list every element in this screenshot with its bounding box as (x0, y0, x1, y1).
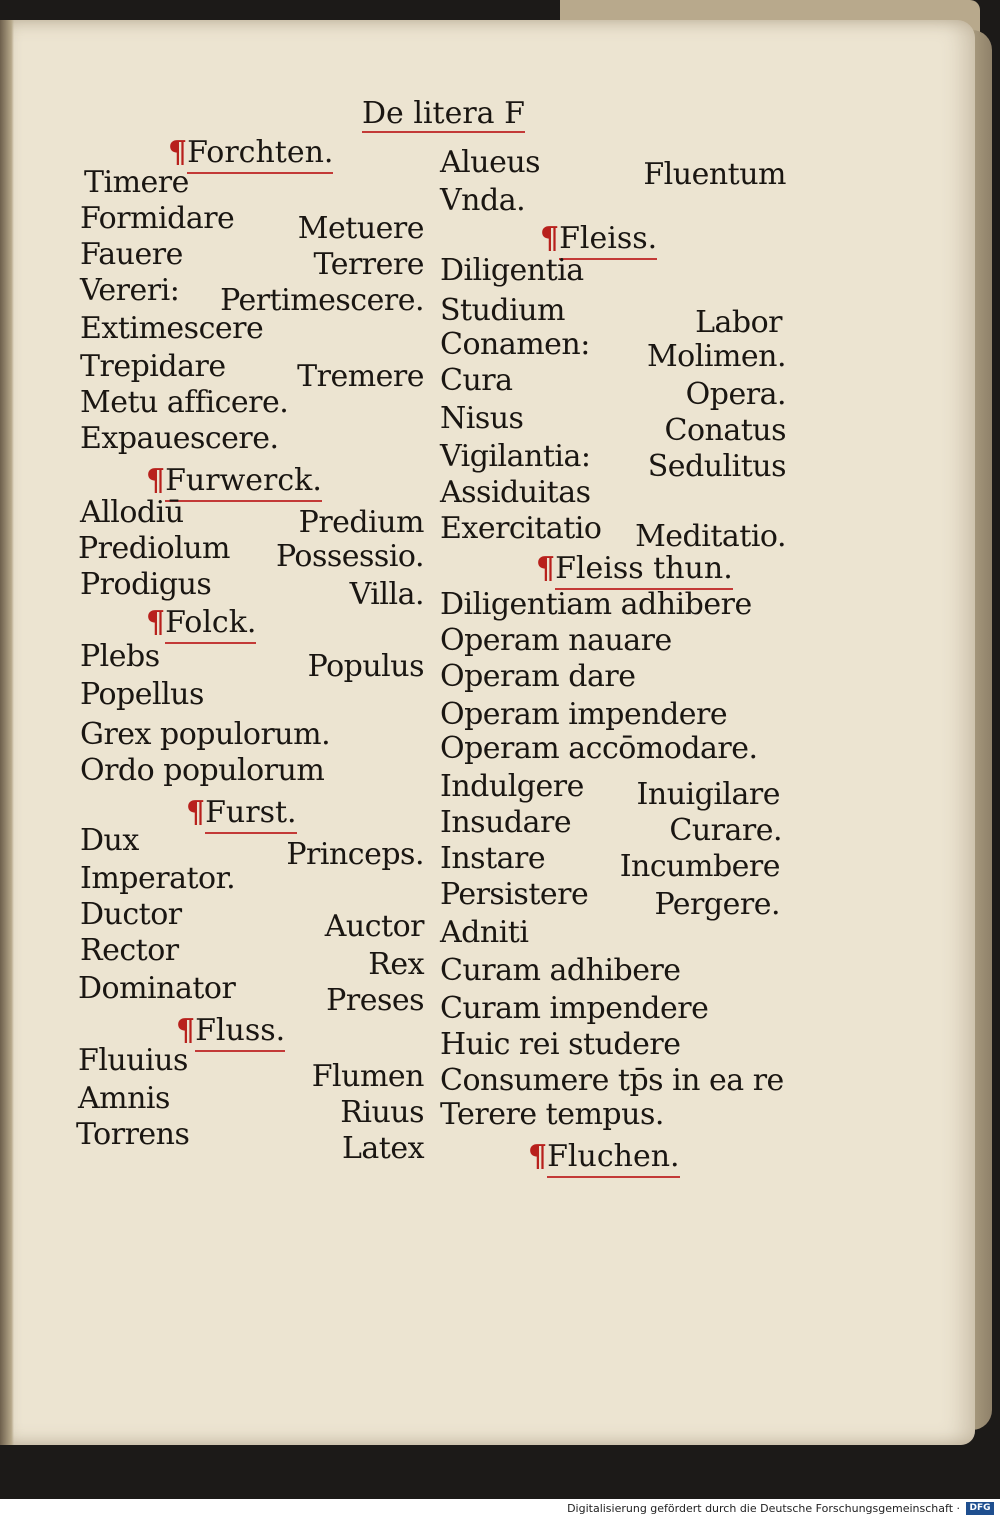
word: Operam nauare (440, 623, 672, 658)
dfg-logo: DFG (966, 1502, 994, 1515)
word: Allodiū (80, 495, 184, 530)
word: Latex (341, 1131, 424, 1166)
word: Studium (440, 293, 565, 328)
word: Molimen. (646, 339, 786, 374)
word: Pertimescere. (220, 283, 424, 318)
word: Ductor (80, 897, 182, 932)
scan-background (0, 1445, 1000, 1500)
heading-fleiss: ¶Fleiss. (540, 224, 657, 254)
page-title: De litera F (362, 96, 525, 131)
word: Fluentum (643, 157, 786, 192)
word: Plebs (80, 639, 160, 674)
word: Villa. (349, 577, 424, 612)
pilcrow-icon: ¶ (176, 1013, 196, 1048)
word: Vereri: (80, 273, 180, 308)
word: Adniti (440, 915, 529, 950)
word: Trepidare (80, 349, 226, 384)
word: Sedulitus (647, 449, 786, 484)
word: Popellus (80, 677, 204, 712)
heading-furwerck: ¶Furwerck. (146, 466, 322, 496)
pilcrow-icon: ¶ (540, 221, 560, 256)
word: Dominator (78, 971, 236, 1006)
heading-folck: ¶Folck. (146, 608, 256, 638)
word: Prediolum (78, 531, 231, 566)
word: Vigilantia: (440, 439, 591, 474)
pilcrow-icon: ¶ (536, 551, 556, 586)
word: Predium (298, 505, 424, 540)
heading-fluchen: ¶Fluchen. (528, 1142, 680, 1172)
word: Fauere (80, 237, 183, 272)
word: Formidare (80, 201, 235, 236)
word: Instare (440, 841, 546, 876)
pilcrow-icon: ¶ (146, 463, 166, 498)
word: Princeps. (286, 837, 424, 872)
digitization-credit: Digitalisierung gefördert durch die Deutsche Forschungsgemeinschaft · (567, 1502, 960, 1515)
word: Assiduitas (440, 475, 591, 510)
word: Imperator. (80, 861, 236, 896)
word: Meditatio. (635, 519, 786, 554)
word: Prodigus (80, 567, 212, 602)
word: Grex populorum. (80, 717, 331, 752)
word: Nisus (440, 401, 524, 436)
word: Possessio. (275, 539, 424, 574)
pilcrow-icon: ¶ (528, 1139, 548, 1174)
word: Terere tempus. (440, 1097, 664, 1132)
word: Alueus (440, 145, 541, 180)
word: Operam impendere (440, 697, 728, 732)
word: Opera. (685, 377, 786, 412)
word: Ordo populorum (80, 753, 325, 788)
word: Rector (80, 933, 179, 968)
heading-fleiss-thun: ¶Fleiss thun. (536, 554, 733, 584)
word: Fluuius (78, 1043, 188, 1078)
word: Metuere (297, 211, 424, 246)
word: Incumbere (619, 849, 780, 884)
word: Exercitatio (440, 511, 602, 546)
word: Persistere (440, 877, 589, 912)
word: Labor (695, 305, 782, 340)
word: Metu afficere. (80, 385, 289, 420)
word: Preses (326, 983, 424, 1018)
word: Extimescere (80, 311, 264, 346)
word: Populus (307, 649, 424, 684)
word: Dux (80, 823, 139, 858)
word: Flumen (311, 1059, 424, 1094)
heading-forchten: ¶Forchten. (168, 138, 333, 168)
heading-furst: ¶Furst. (186, 798, 297, 828)
word: Curam impendere (440, 991, 709, 1026)
word: Indulgere (440, 769, 584, 804)
word: Conatus (664, 413, 786, 448)
word: Diligentia (440, 253, 584, 288)
word: Insudare (440, 805, 572, 840)
word: Tremere (297, 359, 424, 394)
word: Pergere. (654, 887, 780, 922)
word: Riuus (340, 1095, 424, 1130)
word: Curare. (669, 813, 782, 848)
word: Amnis (78, 1081, 170, 1116)
heading-fluss: ¶Fluss. (176, 1016, 285, 1046)
word: Operam accōmodare. (440, 731, 758, 766)
word: Torrens (76, 1117, 190, 1152)
pilcrow-icon: ¶ (168, 135, 188, 170)
word: Terrere (313, 247, 424, 282)
word: Vnda. (440, 183, 526, 218)
word: Operam dare (440, 659, 636, 694)
word: Timere (84, 165, 189, 200)
word: Conamen: (440, 327, 590, 362)
pilcrow-icon: ¶ (186, 795, 206, 830)
word: Consumere tp̄s in ea re (440, 1063, 784, 1098)
word: Expauescere. (80, 421, 279, 456)
word: Diligentiam adhibere (440, 587, 752, 622)
pilcrow-icon: ¶ (146, 605, 166, 640)
word: Auctor (324, 909, 424, 944)
word: Inuigilare (636, 777, 780, 812)
word: Huic rei studere (440, 1027, 681, 1062)
word: Cura (440, 363, 513, 398)
word: Curam adhibere (440, 953, 681, 988)
word: Rex (368, 947, 424, 982)
binding-shadow (0, 20, 14, 1445)
